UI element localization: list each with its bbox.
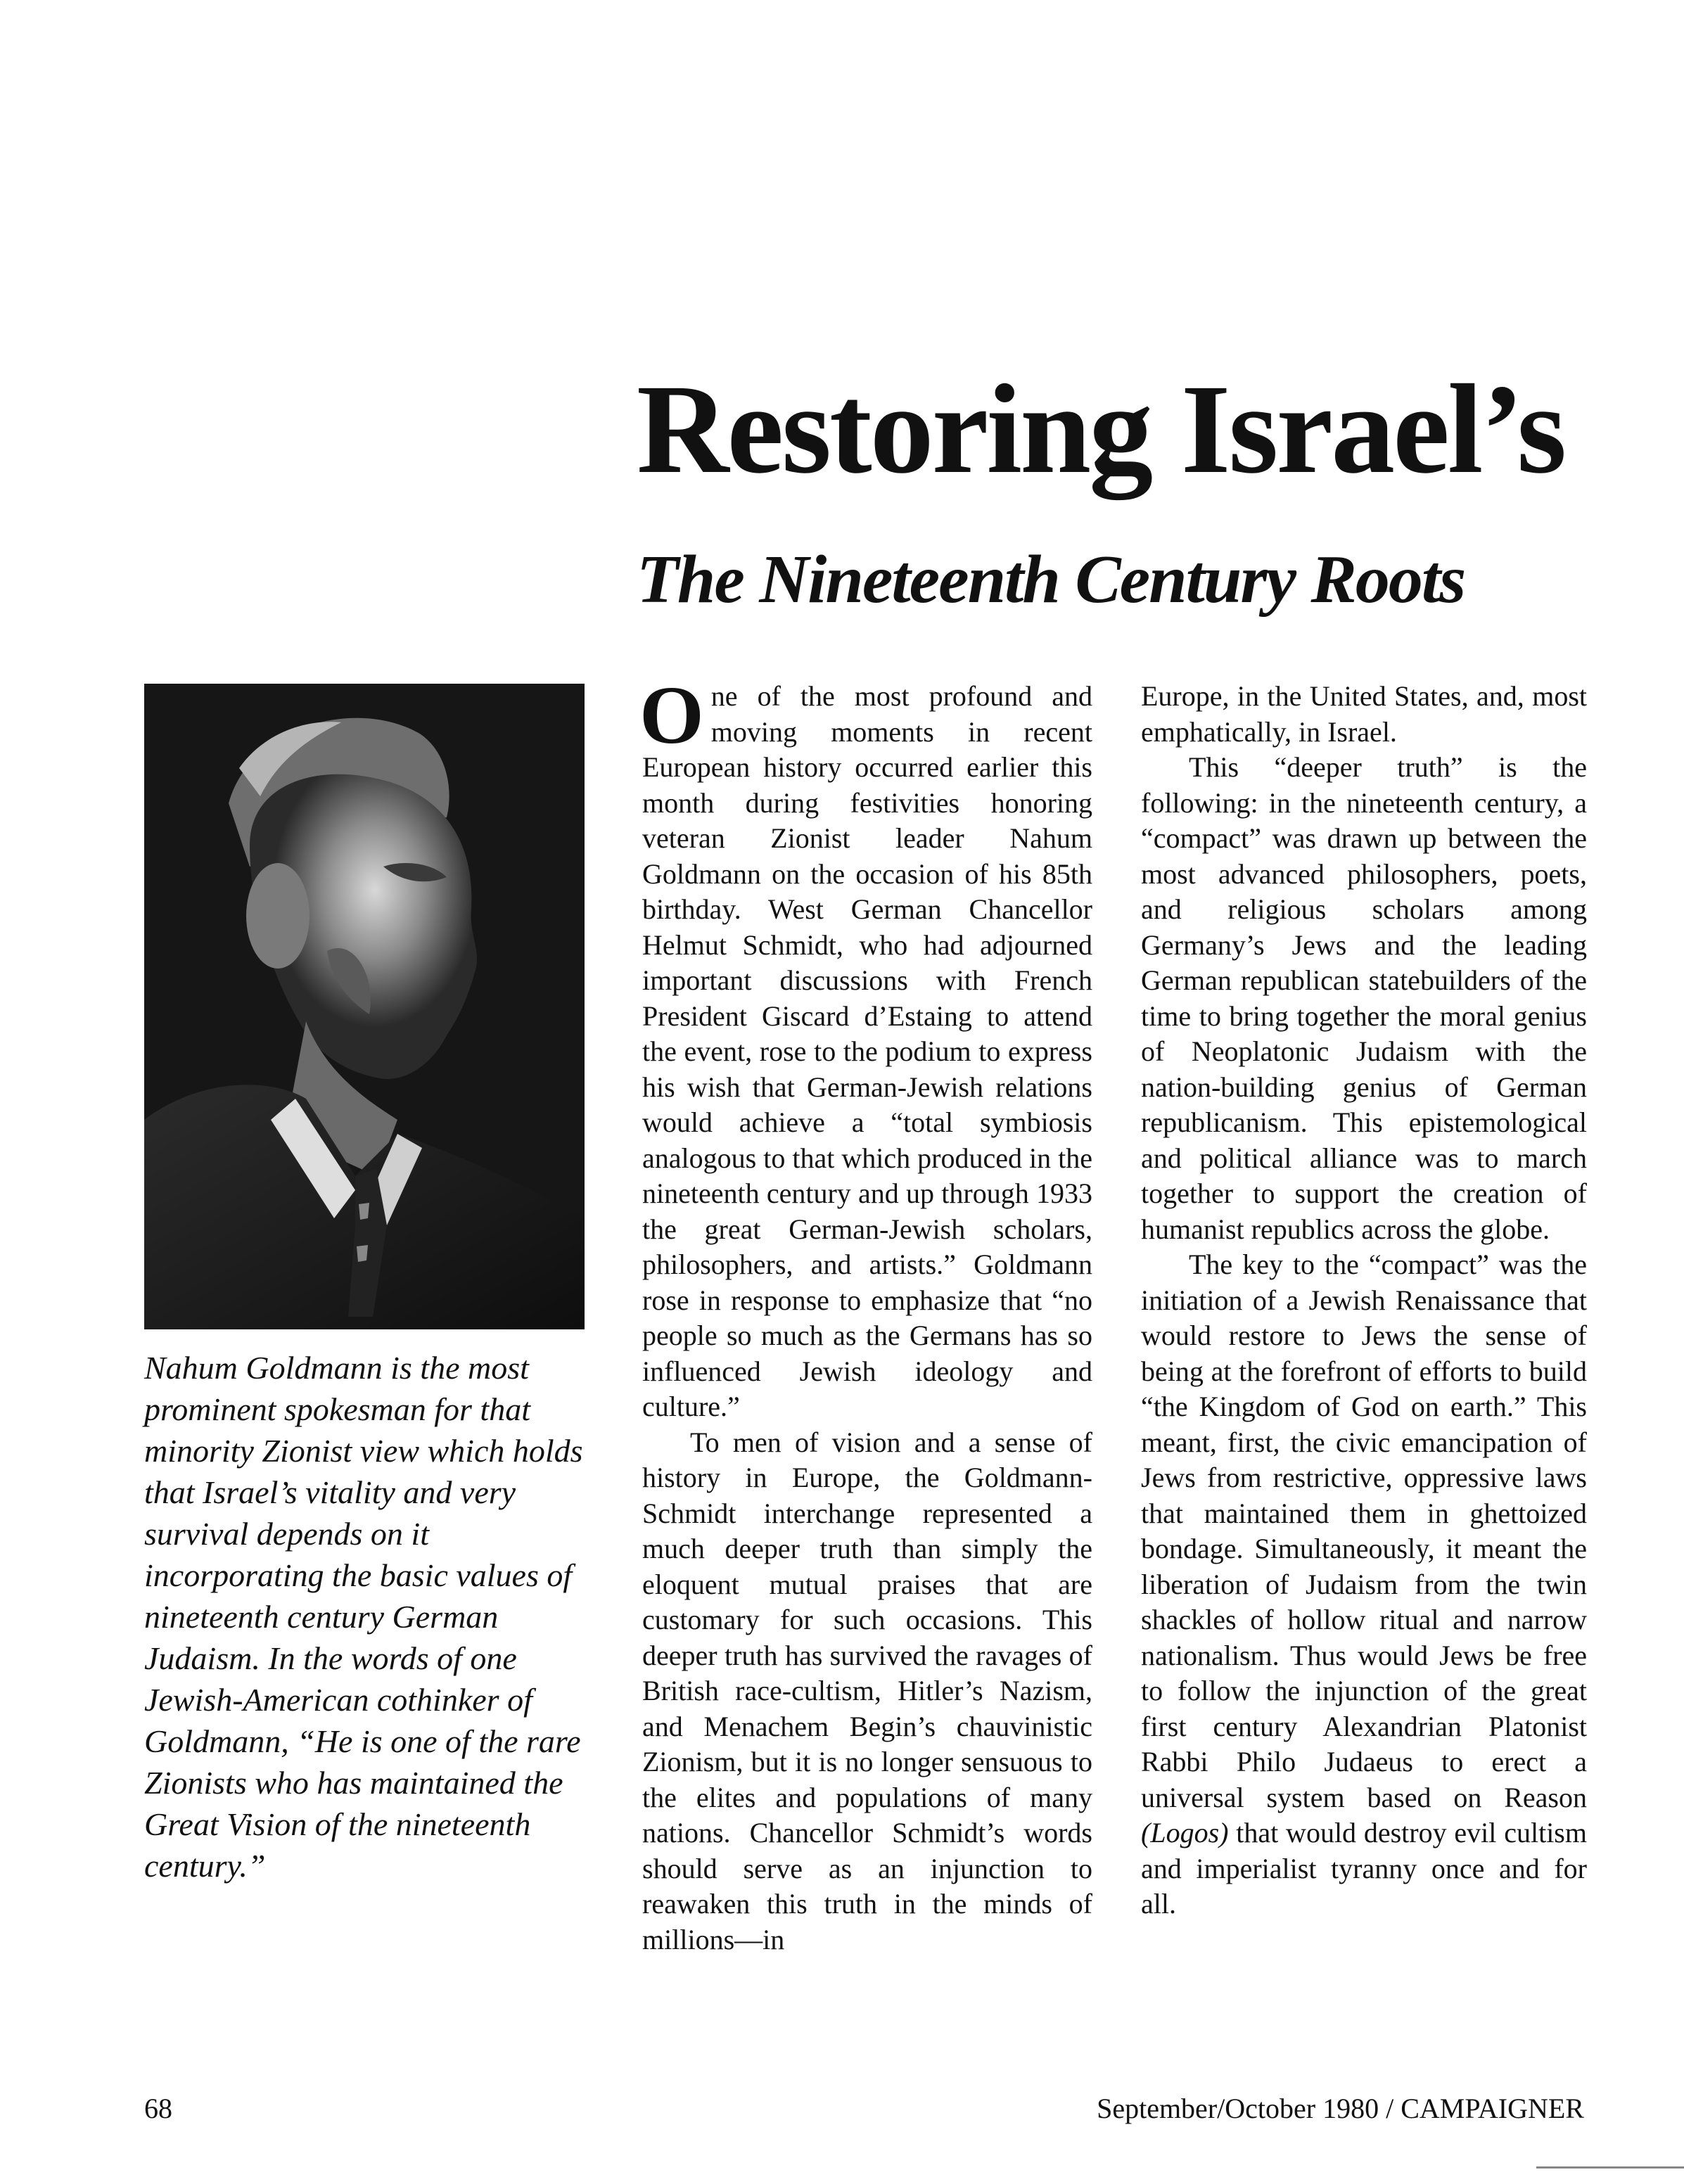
paragraph [639,669,1092,1425]
paragraph: This “deeper truth” is the following: in the nineteenth century, a “compact” was drawn up between the most advanced philosophers, poets, and religious scholars among Germany’s Jews and the leading German republican statebuilders of the time to bring together the moral genius of Neoplatonic Judaism with the nation-building genius of German republicanism. This epistemological and political alliance was to march together to support the creation of humanist republics across the globe. [1141,751,1587,1245]
photo-caption: Nahum Goldmann is the most prominent spokesman for that minority Zionist view which holds that Israel’s vitality and very survival depends on it incorporating the basic values of nineteenth century German Judaism. In the words of one Jewish-American cothinker of Goldmann, “He is one of the rare Zionists who has maintained the Great Vision of the nineteenth century.” [144,1350,583,1884]
article-title: Restoring Israel’s [637,359,1565,500]
paragraph: To men of vision and a sense of history in Europe, the Goldmann-Schmidt interchange represented a much deeper truth than simply the eloquent mutual praises that are customary for such occasions. This deeper truth has survived the ravages of British race-cultism, Hitler’s Nazism, and Menachem Begin’s chauvinistic Zionism, but it is no longer sensuous to the elites and populations of many nations. Chancellor Schmidt’s words should serve as an injunction to reawaken this truth in the minds of millions—in [642,1426,1092,1955]
drop-cap: O [639,669,704,761]
portrait-photo [144,684,585,1329]
paragraph-text: ne of the most profound and moving moments in recent European history occurred earlier this month during festivities honoring veteran Zionist leader Nahum Goldmann on the occasion of his 85th birthday. West German Chancellor Helmut Schmidt, who had adjourned important discussions with French President Giscard d’Estaing to attend the event, rose to the podium to express his wish that German-Jewish relations would achieve a “total symbiosis analogous to that which produced in the nineteenth century and up through 1933 the great German-Jewish scholars, philosophers, and artists.” Goldmann rose in response to emphasize that “no people so much as the Germans has so influenced Jewish ideology and culture.” [642,680,1092,1422]
article-column-1 [639,669,1092,1958]
article-subtitle: The Nineteenth Century Roots [637,542,1465,618]
paragraph [1141,1247,1587,1922]
logos-term: (Logos) [1141,1817,1229,1848]
paragraph-text: The key to the “compact” was the initiation of a Jewish Renaissance that would restore to Jews the sense of being at the forefront of efforts to build “the Kingdom of God on earth.” This meant, first, the civic emancipation of Jews from restrictive, oppressive laws that maintained them in ghettoized bondage. Simultaneously, it meant the liberation of Judaism from the twin shackles of hollow ritual and narrow nationalism. Thus would Jews be free to follow the injunction of the great first century Alexandrian Platonist Rabbi Philo Judaeus to erect a universal system based on Reason [1141,1249,1587,1813]
paragraph: Europe, in the United States, and, most emphatically, in Israel. [1141,680,1587,748]
page-number: 68 [144,2093,172,2124]
article-column-2 [1141,679,1587,1922]
paragraph-text: that would destroy evil cultism and imperialist tyranny once and for all. [1141,1817,1587,1920]
footer-rule [1536,2166,1684,2169]
portrait-image [144,684,585,1329]
publication-line: September/October 1980 / CAMPAIGNER [1097,2093,1584,2124]
